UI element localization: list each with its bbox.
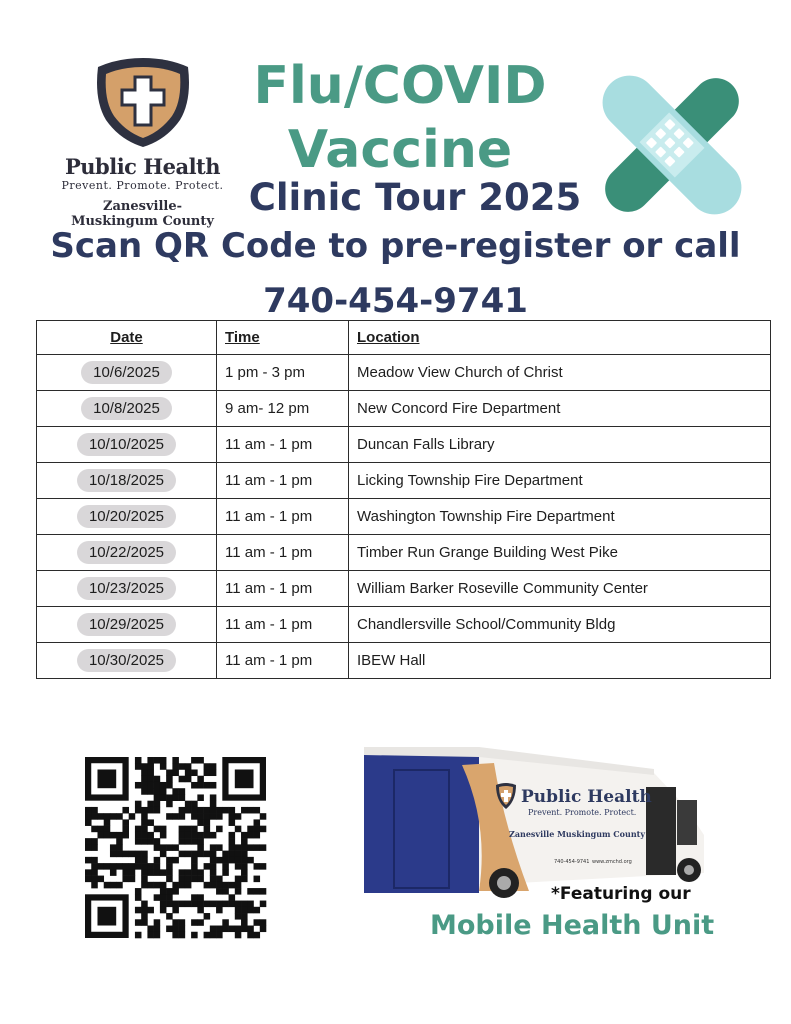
time-cell: 11 am - 1 pm [217,571,349,607]
title-line-1: Flu/COVID [253,56,547,116]
phone-number: 740-454-9741 [263,281,528,321]
date-cell: 10/29/2025 [77,613,176,636]
bandage-icon [597,70,747,224]
shield-cross-icon [88,55,198,150]
bus-phone: 740-454-9741 [554,859,590,865]
location-cell: Washington Township Fire Department [349,499,771,535]
date-cell: 10/18/2025 [77,469,176,492]
date-cell: 10/6/2025 [81,361,172,384]
column-header-date: Date [37,321,217,355]
location-cell: Licking Township Fire Department [349,463,771,499]
time-cell: 1 pm - 3 pm [217,355,349,391]
mobile-health-unit-label: Mobile Health Unit [430,910,715,941]
table-row [37,499,771,535]
logo-county: Zanesville-Muskingum County [71,199,214,229]
time-cell: 11 am - 1 pm [217,499,349,535]
table-row [37,607,771,643]
time-cell: 11 am - 1 pm [217,535,349,571]
table-row [37,571,771,607]
location-cell: Timber Run Grange Building West Pike [349,535,771,571]
qr-code[interactable] [79,751,272,944]
table-header-row [37,321,771,355]
location-cell: William Barker Roseville Community Center [349,571,771,607]
table-row [37,355,771,391]
date-cell: 10/20/2025 [77,505,176,528]
logo-tagline: Prevent. Promote. Protect. [61,179,224,192]
title-line-2: Vaccine [287,120,513,180]
mobile-health-unit-image [354,745,708,898]
bus-tagline: Prevent. Promote. Protect. [528,808,637,817]
bus-county: Zanesville Muskingum County [509,829,645,839]
location-cell: IBEW Hall [349,643,771,679]
featuring-text: *Featuring our [551,884,691,904]
time-cell: 11 am - 1 pm [217,607,349,643]
time-cell: 11 am - 1 pm [217,463,349,499]
table-row [37,643,771,679]
clinic-schedule-table [36,320,771,679]
table-row [37,535,771,571]
instruction-text: Scan QR Code to pre-register or call [50,226,741,266]
date-cell: 10/30/2025 [77,649,176,672]
table-row [37,391,771,427]
location-cell: New Concord Fire Department [349,391,771,427]
logo-org-name: Public Health [64,154,221,179]
table-row [37,463,771,499]
date-cell: 10/8/2025 [81,397,172,420]
column-header-location: Location [349,321,771,355]
time-cell: 11 am - 1 pm [217,427,349,463]
column-header-time: Time [217,321,349,355]
bus-brand: Public Health [521,787,652,807]
date-cell: 10/22/2025 [77,541,176,564]
time-cell: 9 am- 12 pm [217,391,349,427]
location-cell: Chandlersville School/Community Bldg [349,607,771,643]
location-cell: Duncan Falls Library [349,427,771,463]
table-row [37,427,771,463]
location-cell: Meadow View Church of Christ [349,355,771,391]
date-cell: 10/23/2025 [77,577,176,600]
time-cell: 11 am - 1 pm [217,643,349,679]
bus-web: www.zmchd.org [592,859,632,865]
date-cell: 10/10/2025 [77,433,176,456]
subtitle: Clinic Tour 2025 [248,176,582,219]
